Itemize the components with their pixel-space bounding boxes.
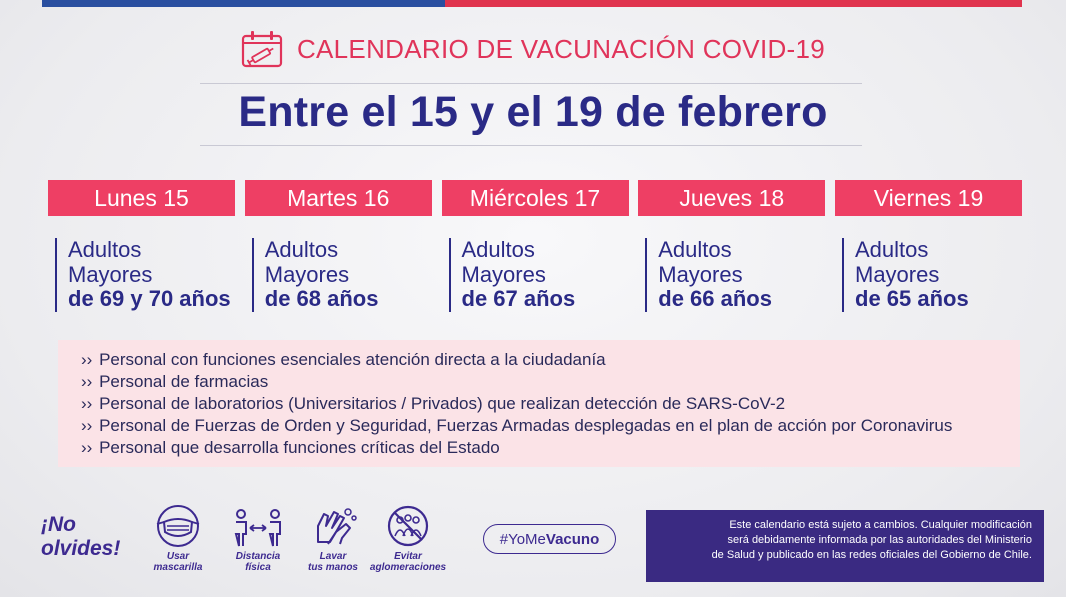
disclaimer [646, 510, 1044, 582]
day-column-friday [835, 180, 1022, 312]
day-column-monday [48, 180, 235, 312]
group-line1: Adultos [658, 237, 732, 262]
reminder-heading [41, 513, 120, 561]
no-crowds-icon [381, 504, 435, 548]
chevron-bullet-icon: ›› [81, 372, 93, 391]
tip-label [218, 551, 298, 573]
top-color-bar [42, 0, 1022, 7]
header [0, 30, 1066, 68]
list-item-text: Personal de Fuerzas de Orden y Seguridad, Fuerzas Armadas desplegadas en el plan de acción por Coronavirus [99, 416, 953, 435]
group-line1: Adultos [855, 237, 929, 262]
tip-label [138, 551, 218, 573]
group-line2: Mayores [855, 261, 940, 287]
hashtag-bold: Vacuno [545, 530, 600, 548]
tip-line2: aglomeraciones [369, 562, 447, 573]
group-line2: Mayores [264, 261, 350, 287]
disclaimer-line1: Este calendario está sujeto a cambios. Cualquier modificación [729, 519, 1032, 531]
personnel-list [58, 340, 1020, 467]
group-age: de 69 y 70 años [68, 286, 231, 311]
tip-distance [218, 504, 298, 573]
group-line1: Adultos [68, 237, 142, 262]
footer [0, 500, 1066, 597]
day-label: Jueves 18 [638, 180, 825, 216]
day-label: Lunes 15 [48, 180, 235, 216]
chevron-bullet-icon: ›› [81, 416, 93, 435]
day-group [842, 238, 1022, 312]
tip-mask [138, 504, 218, 573]
top-bar-red [445, 0, 1022, 7]
list-item-text: Personal de laboratorios (Universitarios / Privados) que realizan detección de SARS-CoV-2 [99, 394, 786, 413]
list-item [81, 349, 1020, 371]
group-age: de 66 años [658, 286, 772, 311]
tip-line1: Evitar [394, 551, 422, 562]
disclaimer-line3: de Salud y publicado en las redes oficiales del Gobierno de Chile. [711, 549, 1032, 561]
day-group [449, 238, 629, 312]
tip-label [293, 551, 373, 573]
reminder-line2: olvides! [41, 537, 121, 560]
tip-line2: mascarilla [153, 562, 203, 573]
group-line1: Adultos [461, 237, 535, 262]
group-line2: Mayores [68, 261, 153, 287]
divider-bottom [200, 145, 862, 146]
tip-no-crowds [368, 504, 448, 573]
day-label: Miércoles 17 [442, 180, 629, 216]
tip-line2: física [245, 562, 271, 573]
group-age: de 67 años [461, 286, 576, 311]
day-column-thursday [638, 180, 825, 312]
reminder-line1: ¡No [41, 513, 76, 536]
top-bar-blue [42, 0, 445, 7]
calendar-syringe-icon [241, 30, 283, 68]
group-age: de 68 años [264, 286, 379, 311]
day-group [645, 238, 825, 312]
tip-line1: Usar [166, 551, 190, 562]
divider-top [200, 83, 862, 84]
calendar-title: CALENDARIO DE VACUNACIÓN COVID-19 [296, 33, 826, 64]
group-line2: Mayores [658, 261, 743, 287]
day-label: Martes 16 [245, 180, 432, 216]
group-age: de 65 años [855, 286, 969, 311]
wash-hands-icon [306, 504, 360, 548]
list-item-text: Personal con funciones esenciales atención directa a la ciudadanía [99, 350, 606, 369]
list-item [81, 393, 1020, 415]
group-line2: Mayores [461, 261, 546, 287]
day-column-tuesday [245, 180, 432, 312]
hashtag-prefix: #YoMe [499, 530, 546, 548]
hashtag-badge [483, 524, 616, 554]
list-item [81, 415, 1020, 437]
list-item [81, 437, 1020, 459]
date-range-heading: Entre el 15 y el 19 de febrero [238, 88, 828, 136]
day-column-wednesday [442, 180, 629, 312]
list-item-text: Personal que desarrolla funciones críticas del Estado [99, 438, 500, 457]
tip-label [368, 551, 448, 573]
disclaimer-line2: será debidamente informada por las autoridades del Ministerio [727, 534, 1032, 546]
day-schedule [48, 180, 1022, 312]
group-line1: Adultos [264, 237, 339, 262]
tip-line1: Lavar [319, 551, 347, 562]
day-group [252, 238, 432, 312]
list-item-text: Personal de farmacias [99, 372, 269, 391]
day-label: Viernes 19 [835, 180, 1022, 216]
tip-wash-hands [293, 504, 373, 573]
day-group [55, 238, 235, 312]
chevron-bullet-icon: ›› [81, 350, 93, 369]
chevron-bullet-icon: ›› [81, 438, 93, 457]
tip-line1: Distancia [235, 551, 281, 562]
tip-line2: tus manos [307, 562, 358, 573]
list-item [81, 371, 1020, 393]
mask-icon [151, 504, 205, 548]
chevron-bullet-icon: ›› [81, 394, 93, 413]
distance-icon [231, 504, 285, 548]
